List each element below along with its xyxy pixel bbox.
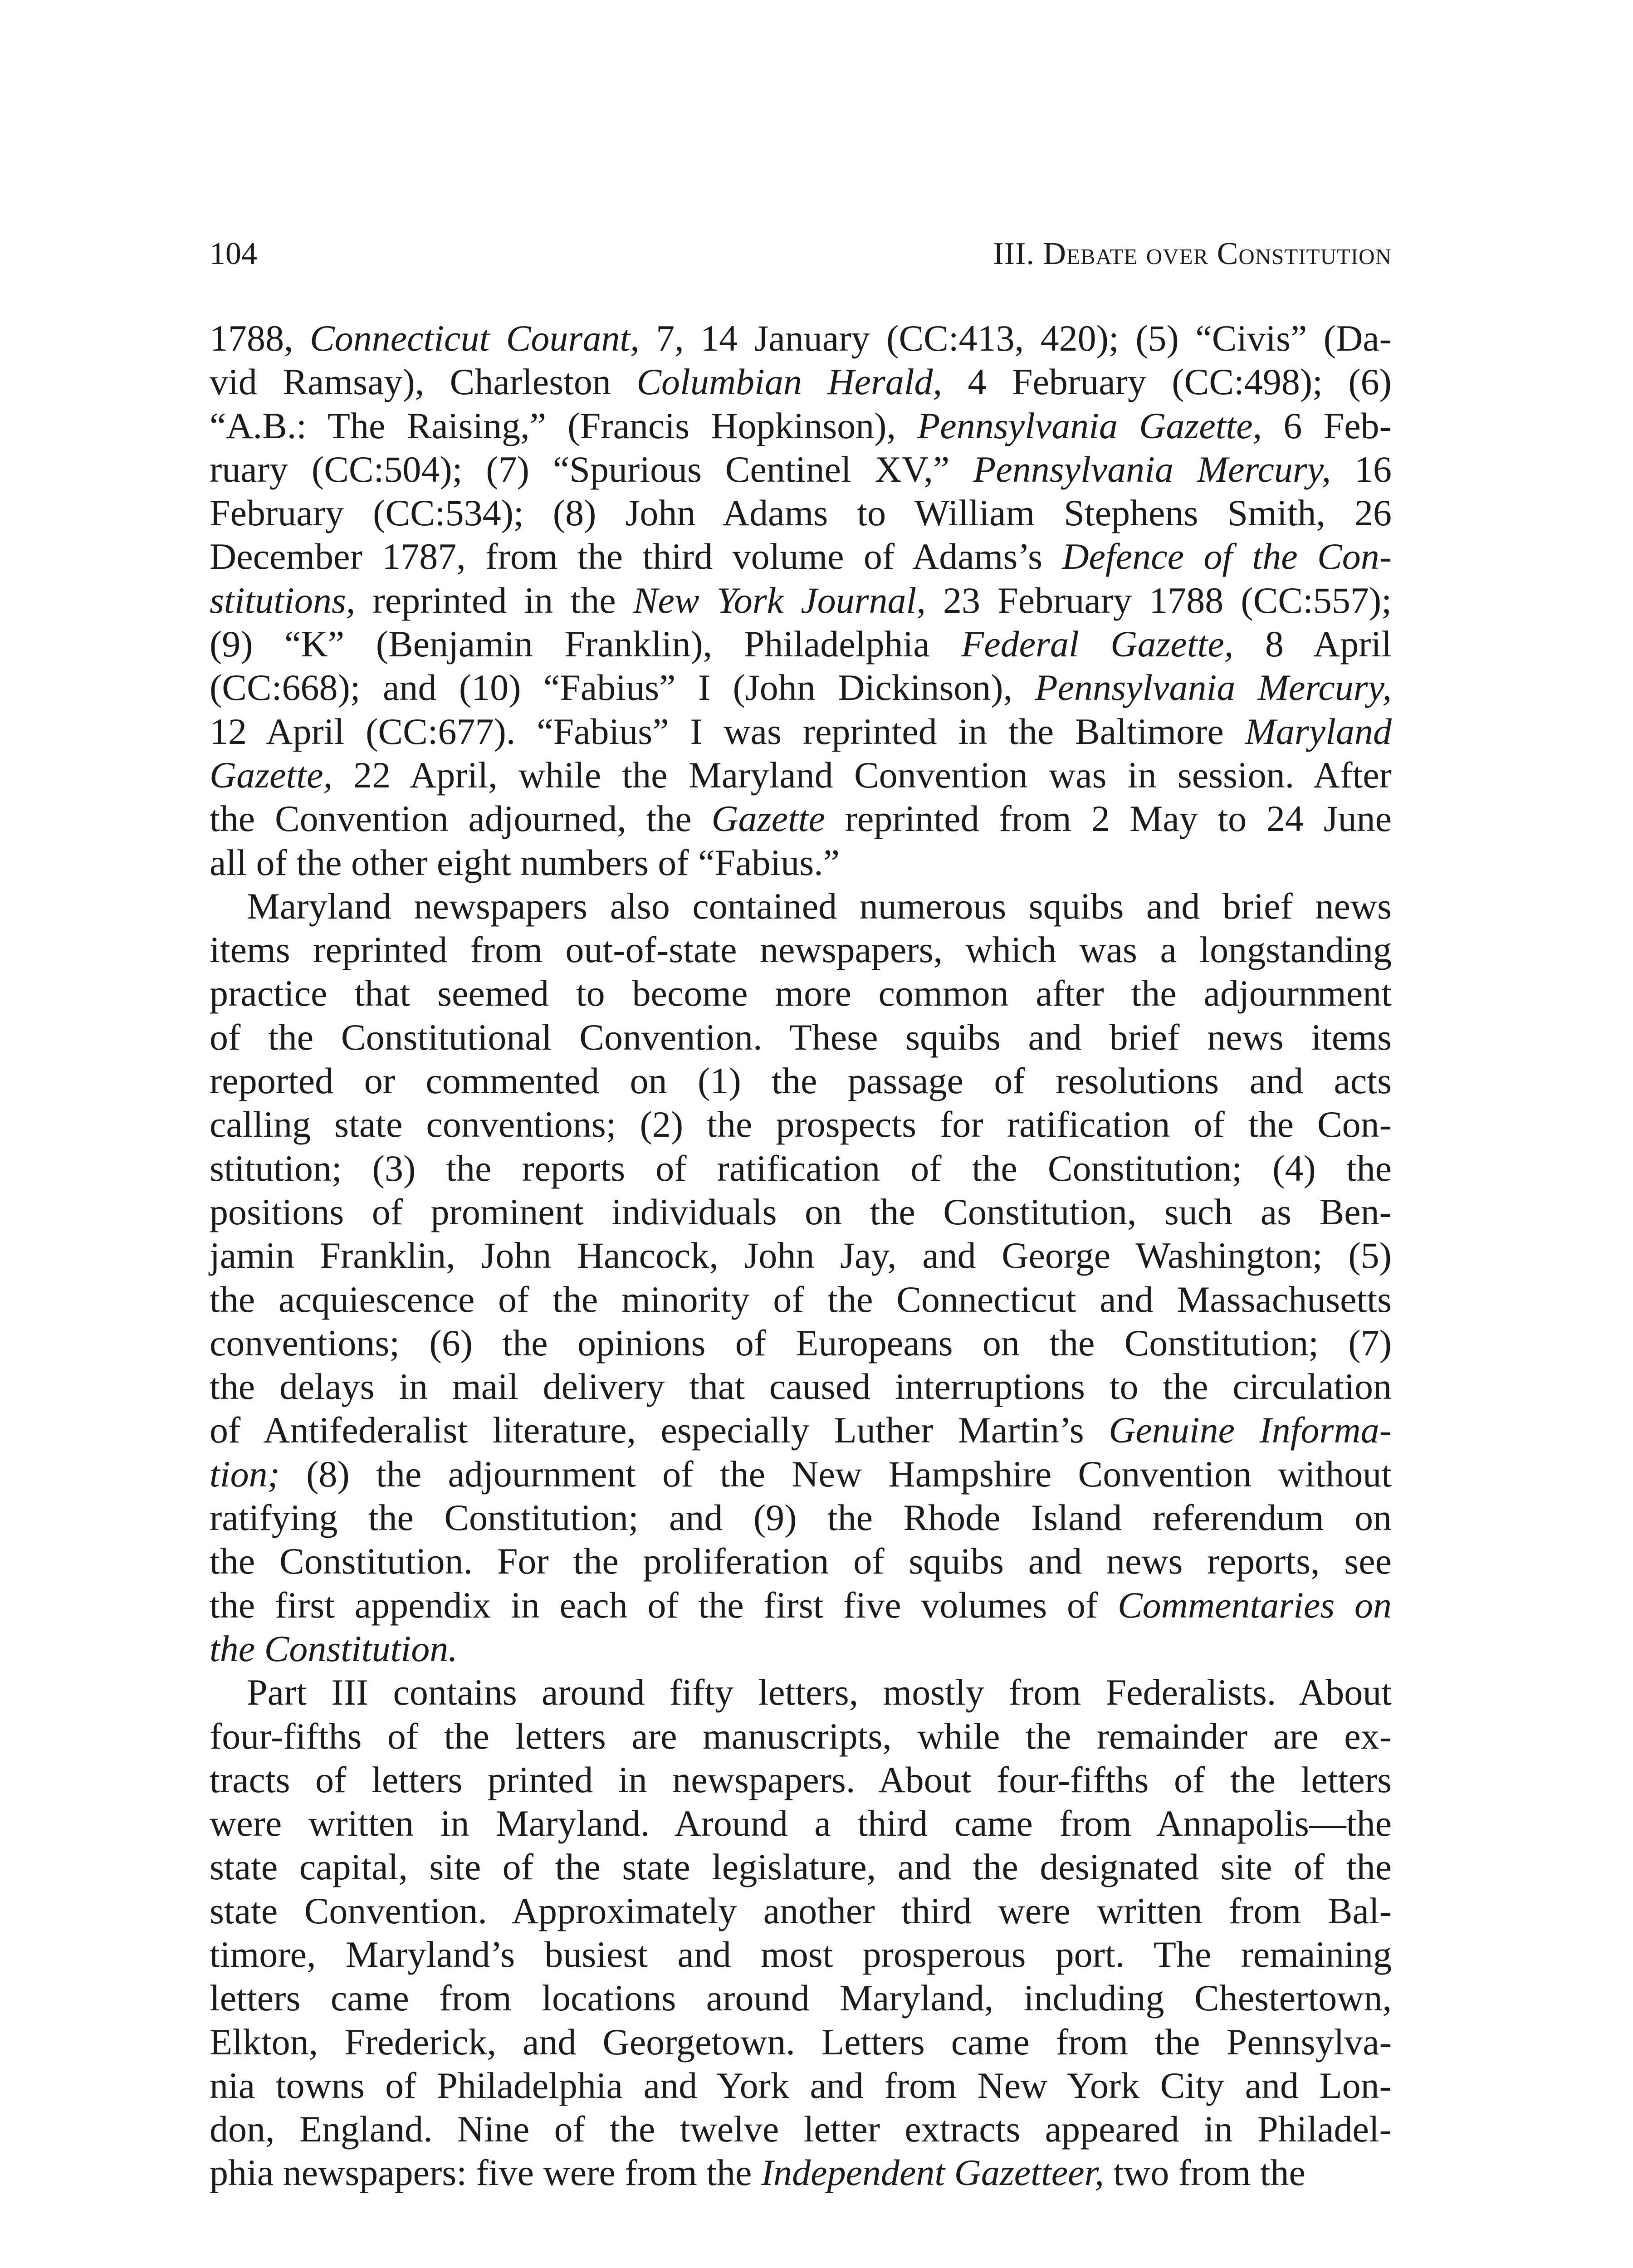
text-line xyxy=(210,666,1392,709)
text-run: state Convention. Approximately another third were written from Bal- xyxy=(210,1890,1392,1931)
text-line xyxy=(210,1758,1392,1802)
italic-text: Genuine Informa- xyxy=(1109,1409,1392,1451)
italic-text: Commentaries on xyxy=(1117,1584,1392,1626)
italic-text: Independent Gazetteer, xyxy=(761,2152,1104,2194)
italic-text: tion; xyxy=(210,1453,280,1495)
italic-text: Defence of the Con- xyxy=(1062,536,1392,577)
text-run: vid Ramsay), Charleston xyxy=(210,361,637,403)
paragraph-squibs xyxy=(210,885,1392,1671)
text-line xyxy=(210,2020,1392,2064)
text-run: 12 April (CC:677). “Fabius” I was reprinted in the Baltimore xyxy=(210,710,1245,752)
italic-text: Federal Gazette, xyxy=(961,623,1234,665)
text-line xyxy=(210,928,1392,972)
text-line xyxy=(210,972,1392,1015)
text-run: the delays in mail delivery that caused interruptions to the circulation xyxy=(210,1366,1392,1408)
italic-text: Gazette, xyxy=(210,754,332,796)
text-line xyxy=(210,1715,1392,1758)
text-run: stitution; (3) the reports of ratification of the Constitution; (4) the xyxy=(210,1147,1392,1189)
text-run: nia towns of Philadelphia and York and from New York City and Lon- xyxy=(210,2064,1392,2106)
text-run: items reprinted from out-of-state newspapers, which was a longstanding xyxy=(210,929,1392,971)
text-line xyxy=(210,1976,1392,2020)
text-line xyxy=(210,360,1392,404)
text-run: calling state conventions; (2) the prospects for ratification of the Con- xyxy=(210,1104,1392,1145)
text-line xyxy=(210,2151,1392,2195)
text-run: reprinted from 2 May to 24 June xyxy=(825,798,1392,840)
text-run: “A.B.: The Raising,” (Francis Hopkinson), xyxy=(210,405,918,446)
text-line xyxy=(210,841,1392,885)
text-run: don, England. Nine of the twelve letter extracts appeared in Philadel- xyxy=(210,2108,1392,2150)
text-line xyxy=(210,710,1392,753)
text-line xyxy=(210,753,1392,797)
text-run: all of the other eight numbers of “Fabius.” xyxy=(210,841,840,883)
text-run: Maryland newspapers also contained numerous squibs and brief news xyxy=(247,885,1392,927)
page-header xyxy=(210,229,1392,279)
text-line xyxy=(210,2064,1392,2107)
text-line xyxy=(210,491,1392,535)
text-run: of Antifederalist literature, especially Luther Martin’s xyxy=(210,1409,1109,1451)
text-line xyxy=(210,317,1392,360)
text-run: (CC:668); and (10) “Fabius” I (John Dickinson), xyxy=(210,667,1035,709)
text-line xyxy=(210,448,1392,491)
running-head: III. Debate over Constitution xyxy=(993,236,1392,271)
text-run: Elkton, Frederick, and Georgetown. Letters came from the Pennsylva- xyxy=(210,2021,1392,2063)
italic-text: Gazette xyxy=(711,798,825,840)
body-text xyxy=(210,317,1392,2195)
text-line xyxy=(210,1584,1392,1627)
text-line xyxy=(210,1365,1392,1408)
text-run: 23 February 1788 (CC:557); xyxy=(925,579,1392,621)
paragraph-continued xyxy=(210,317,1392,885)
text-run: February (CC:534); (8) John Adams to William Stephens Smith, 26 xyxy=(210,492,1392,534)
text-run: practice that seemed to become more common after the adjournment xyxy=(210,973,1392,1014)
text-line xyxy=(210,535,1392,578)
text-line xyxy=(210,1321,1392,1365)
text-line xyxy=(210,797,1392,841)
text-line xyxy=(210,1933,1392,1976)
text-run: jamin Franklin, John Hancock, John Jay, and George Washington; (5) xyxy=(210,1235,1392,1276)
text-run: the Convention adjourned, the xyxy=(210,798,712,840)
text-line xyxy=(210,1147,1392,1190)
text-line xyxy=(210,1408,1392,1452)
text-run: 8 April xyxy=(1233,623,1392,665)
text-line xyxy=(210,1802,1392,1845)
text-run: conventions; (6) the opinions of Europeans on the Constitution; (7) xyxy=(210,1322,1392,1364)
italic-text: Connecticut Courant, xyxy=(310,318,640,359)
text-run: 7, 14 January (CC:413, 420); (5) “Civis” (Da- xyxy=(639,318,1392,359)
text-line xyxy=(210,1234,1392,1277)
italic-text: Maryland xyxy=(1245,710,1392,752)
italic-text: the Constitution. xyxy=(210,1628,458,1669)
italic-text: stitutions, xyxy=(210,579,356,621)
italic-text: Pennsylvania Mercury, xyxy=(1035,667,1392,709)
text-run: 6 Feb- xyxy=(1262,405,1392,446)
text-line xyxy=(210,1103,1392,1146)
text-run: 4 February (CC:498); (6) xyxy=(942,361,1392,403)
text-line xyxy=(210,1496,1392,1540)
text-run: letters came from locations around Maryland, including Chestertown, xyxy=(210,1977,1392,2019)
text-run: ruary (CC:504); (7) “Spurious Centinel XV,” xyxy=(210,448,973,490)
text-line xyxy=(210,1452,1392,1496)
italic-text: Pennsylvania Mercury, xyxy=(973,448,1331,490)
text-line xyxy=(210,1059,1392,1103)
text-run: tracts of letters printed in newspapers. About four-fifths of the letters xyxy=(210,1759,1392,1800)
text-run: state capital, site of the state legislature, and the designated site of the xyxy=(210,1846,1392,1888)
text-run: (9) “K” (Benjamin Franklin), Philadelphia xyxy=(210,623,962,665)
text-run: positions of prominent individuals on the Constitution, such as Ben- xyxy=(210,1191,1392,1232)
text-run: Part III contains around fifty letters, mostly from Federalists. About xyxy=(247,1672,1392,1713)
text-run: reprinted in the xyxy=(355,579,633,621)
text-run: reported or commented on (1) the passage of resolutions and acts xyxy=(210,1060,1392,1102)
text-run: four-fifths of the letters are manuscripts, while the remainder are ex- xyxy=(210,1715,1392,1757)
text-line xyxy=(210,2107,1392,2151)
text-run: (8) the adjournment of the New Hampshire Convention without xyxy=(279,1453,1392,1495)
text-line xyxy=(210,1278,1392,1321)
paragraph-part-three xyxy=(210,1671,1392,2195)
text-run: the acquiescence of the minority of the Connecticut and Massachusetts xyxy=(210,1278,1392,1320)
text-run: were written in Maryland. Around a third came from Annapolis—the xyxy=(210,1803,1392,1844)
text-run: timore, Maryland’s busiest and most prosperous port. The remaining xyxy=(210,1933,1392,1975)
text-line xyxy=(210,885,1392,928)
text-line xyxy=(210,622,1392,666)
text-line xyxy=(210,1845,1392,1889)
text-run: ratifying the Constitution; and (9) the Rhode Island referendum on xyxy=(210,1497,1392,1539)
text-run: December 1787, from the third volume of Adams’s xyxy=(210,536,1062,577)
italic-text: New York Journal, xyxy=(633,579,926,621)
text-run: phia newspapers: five were from the xyxy=(210,2152,761,2194)
text-line xyxy=(210,1627,1392,1671)
text-run: the first appendix in each of the first five volumes of xyxy=(210,1584,1118,1626)
text-run: the Constitution. For the proliferation of squibs and news reports, see xyxy=(210,1540,1392,1582)
text-line xyxy=(210,1671,1392,1714)
page-number: 104 xyxy=(210,236,257,271)
text-line xyxy=(210,404,1392,448)
text-line xyxy=(210,1540,1392,1583)
text-run: 16 xyxy=(1331,448,1392,490)
text-line xyxy=(210,1190,1392,1234)
text-run: 1788, xyxy=(210,318,310,359)
text-run: of the Constitutional Convention. These squibs and brief news items xyxy=(210,1016,1392,1058)
text-line xyxy=(210,579,1392,622)
text-run: 22 April, while the Maryland Convention was in session. After xyxy=(332,754,1392,796)
text-run: two from the xyxy=(1104,2152,1305,2194)
text-line xyxy=(210,1016,1392,1059)
italic-text: Columbian Herald, xyxy=(636,361,943,403)
italic-text: Pennsylvania Gazette, xyxy=(917,405,1262,446)
text-line xyxy=(210,1889,1392,1933)
